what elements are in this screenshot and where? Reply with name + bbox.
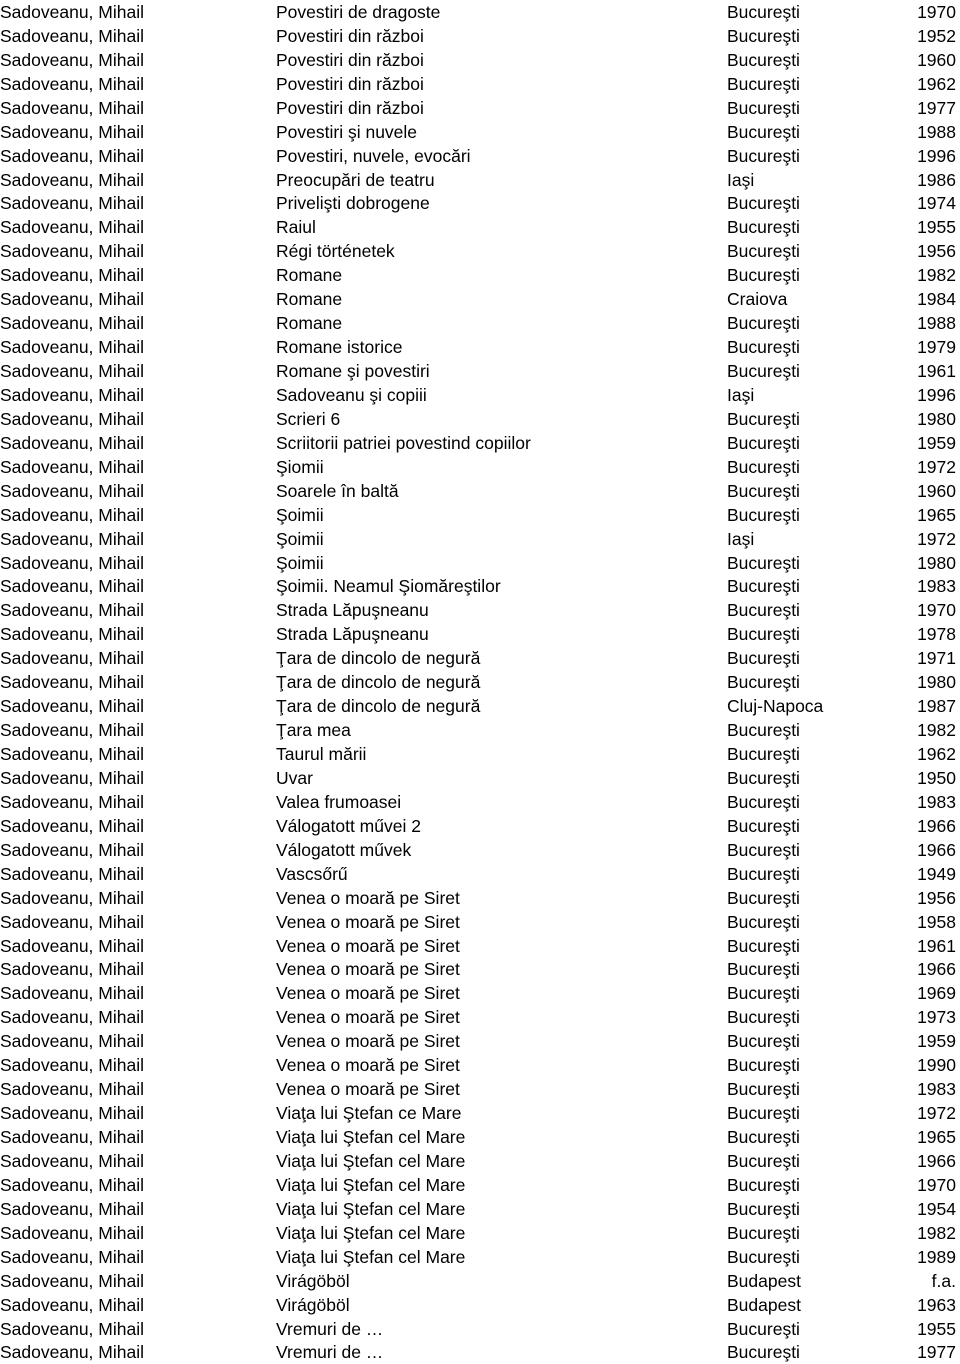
table-row [0, 1101, 960, 1125]
table-row [0, 910, 960, 934]
year-cell: 1955 [870, 1317, 960, 1341]
city-cell: Bucureşti [727, 598, 870, 622]
table-row [0, 694, 960, 718]
table-row [0, 144, 960, 168]
city-cell: Bucureşti [727, 1125, 870, 1149]
title-cell: Venea o moară pe Siret [276, 934, 727, 958]
table-row [0, 1293, 960, 1317]
table-row [0, 1125, 960, 1149]
author-cell: Sadoveanu, Mihail [0, 335, 276, 359]
city-cell: Budapest [727, 1293, 870, 1317]
year-cell: 1955 [870, 215, 960, 239]
table-row [0, 192, 960, 216]
city-cell: Bucureşti [727, 862, 870, 886]
city-cell: Bucureşti [727, 96, 870, 120]
year-cell: 1960 [870, 48, 960, 72]
table-row [0, 742, 960, 766]
year-cell: 1961 [870, 359, 960, 383]
author-cell: Sadoveanu, Mihail [0, 862, 276, 886]
city-cell: Bucureşti [727, 1317, 870, 1341]
title-cell: Preocupări de teatru [276, 168, 727, 192]
city-cell: Bucureşti [727, 670, 870, 694]
table-row [0, 862, 960, 886]
table-row [0, 383, 960, 407]
author-cell: Sadoveanu, Mihail [0, 24, 276, 48]
author-cell: Sadoveanu, Mihail [0, 0, 276, 24]
title-cell: Vremuri de … [276, 1317, 727, 1341]
table-row [0, 72, 960, 96]
author-cell: Sadoveanu, Mihail [0, 694, 276, 718]
year-cell: 1962 [870, 72, 960, 96]
author-cell: Sadoveanu, Mihail [0, 1029, 276, 1053]
table-row [0, 48, 960, 72]
city-cell: Bucureşti [727, 622, 870, 646]
year-cell: 1966 [870, 838, 960, 862]
title-cell: Raiul [276, 215, 727, 239]
city-cell: Bucureşti [727, 1173, 870, 1197]
year-cell: 1974 [870, 192, 960, 216]
year-cell: 1989 [870, 1245, 960, 1269]
city-cell: Bucureşti [727, 1149, 870, 1173]
table-row [0, 1221, 960, 1245]
city-cell: Bucureşti [727, 934, 870, 958]
title-cell: Povestiri, nuvele, evocări [276, 144, 727, 168]
title-cell: Régi történetek [276, 239, 727, 263]
city-cell: Bucureşti [727, 838, 870, 862]
author-cell: Sadoveanu, Mihail [0, 48, 276, 72]
table-row [0, 718, 960, 742]
table-row [0, 1029, 960, 1053]
year-cell: 1984 [870, 287, 960, 311]
title-cell: Scriitorii patriei povestind copiilor [276, 431, 727, 455]
year-cell: 1966 [870, 814, 960, 838]
year-cell: 1958 [870, 910, 960, 934]
title-cell: Viaţa lui Ştefan ce Mare [276, 1101, 727, 1125]
table-row [0, 215, 960, 239]
city-cell: Bucureşti [727, 1341, 870, 1364]
title-cell: Venea o moară pe Siret [276, 886, 727, 910]
title-cell: Povestiri din război [276, 24, 727, 48]
table-row [0, 1317, 960, 1341]
author-cell: Sadoveanu, Mihail [0, 910, 276, 934]
city-cell: Bucureşti [727, 431, 870, 455]
title-cell: Ţara mea [276, 718, 727, 742]
title-cell: Venea o moară pe Siret [276, 1077, 727, 1101]
title-cell: Uvar [276, 766, 727, 790]
table-row [0, 527, 960, 551]
table-row [0, 575, 960, 599]
title-cell: Povestiri şi nuvele [276, 120, 727, 144]
author-cell: Sadoveanu, Mihail [0, 1005, 276, 1029]
year-cell: 1972 [870, 527, 960, 551]
table-row [0, 958, 960, 982]
city-cell: Bucureşti [727, 1221, 870, 1245]
author-cell: Sadoveanu, Mihail [0, 1077, 276, 1101]
title-cell: Romane istorice [276, 335, 727, 359]
table-row [0, 1077, 960, 1101]
year-cell: f.a. [870, 1269, 960, 1293]
year-cell: 1965 [870, 1125, 960, 1149]
author-cell: Sadoveanu, Mihail [0, 263, 276, 287]
author-cell: Sadoveanu, Mihail [0, 72, 276, 96]
author-cell: Sadoveanu, Mihail [0, 287, 276, 311]
year-cell: 1990 [870, 1053, 960, 1077]
title-cell: Viaţa lui Ştefan cel Mare [276, 1197, 727, 1221]
title-cell: Viaţa lui Ştefan cel Mare [276, 1245, 727, 1269]
year-cell: 1986 [870, 168, 960, 192]
year-cell: 1988 [870, 311, 960, 335]
table-row [0, 239, 960, 263]
author-cell: Sadoveanu, Mihail [0, 503, 276, 527]
city-cell: Bucureşti [727, 503, 870, 527]
year-cell: 1959 [870, 431, 960, 455]
table-row [0, 766, 960, 790]
title-cell: Romane [276, 287, 727, 311]
title-cell: Viaţa lui Ştefan cel Mare [276, 1125, 727, 1149]
author-cell: Sadoveanu, Mihail [0, 527, 276, 551]
city-cell: Bucureşti [727, 72, 870, 96]
title-cell: Virágöböl [276, 1269, 727, 1293]
table-row [0, 1269, 960, 1293]
city-cell: Bucureşti [727, 886, 870, 910]
year-cell: 1970 [870, 1173, 960, 1197]
year-cell: 1959 [870, 1029, 960, 1053]
title-cell: Vremuri de … [276, 1341, 727, 1364]
table-row [0, 335, 960, 359]
table-row [0, 886, 960, 910]
author-cell: Sadoveanu, Mihail [0, 168, 276, 192]
table-row [0, 1053, 960, 1077]
year-cell: 1983 [870, 1077, 960, 1101]
year-cell: 1956 [870, 239, 960, 263]
table-row [0, 814, 960, 838]
author-cell: Sadoveanu, Mihail [0, 1221, 276, 1245]
year-cell: 1983 [870, 575, 960, 599]
table-row [0, 287, 960, 311]
year-cell: 1987 [870, 694, 960, 718]
author-cell: Sadoveanu, Mihail [0, 1293, 276, 1317]
city-cell: Bucureşti [727, 1005, 870, 1029]
title-cell: Strada Lăpuşneanu [276, 598, 727, 622]
author-cell: Sadoveanu, Mihail [0, 622, 276, 646]
table-row [0, 431, 960, 455]
city-cell: Bucureşti [727, 1245, 870, 1269]
title-cell: Viaţa lui Ştefan cel Mare [276, 1149, 727, 1173]
author-cell: Sadoveanu, Mihail [0, 407, 276, 431]
table-row [0, 455, 960, 479]
year-cell: 1979 [870, 335, 960, 359]
city-cell: Iaşi [727, 527, 870, 551]
author-cell: Sadoveanu, Mihail [0, 1101, 276, 1125]
title-cell: Válogatott művek [276, 838, 727, 862]
author-cell: Sadoveanu, Mihail [0, 455, 276, 479]
city-cell: Bucureşti [727, 263, 870, 287]
year-cell: 1996 [870, 144, 960, 168]
author-cell: Sadoveanu, Mihail [0, 886, 276, 910]
author-cell: Sadoveanu, Mihail [0, 814, 276, 838]
year-cell: 1966 [870, 1149, 960, 1173]
city-cell: Craiova [727, 287, 870, 311]
city-cell: Bucureşti [727, 215, 870, 239]
year-cell: 1966 [870, 958, 960, 982]
author-cell: Sadoveanu, Mihail [0, 239, 276, 263]
table-row [0, 1005, 960, 1029]
city-cell: Budapest [727, 1269, 870, 1293]
year-cell: 1972 [870, 1101, 960, 1125]
city-cell: Bucureşti [727, 192, 870, 216]
author-cell: Sadoveanu, Mihail [0, 598, 276, 622]
city-cell: Cluj-Napoca [727, 694, 870, 718]
author-cell: Sadoveanu, Mihail [0, 1053, 276, 1077]
title-cell: Povestiri din război [276, 48, 727, 72]
title-cell: Venea o moară pe Siret [276, 1029, 727, 1053]
table-row [0, 1341, 960, 1364]
title-cell: Romane [276, 311, 727, 335]
title-cell: Şoimii [276, 503, 727, 527]
table-row [0, 263, 960, 287]
title-cell: Şoimii. Neamul Şiomăreştilor [276, 575, 727, 599]
author-cell: Sadoveanu, Mihail [0, 838, 276, 862]
author-cell: Sadoveanu, Mihail [0, 1341, 276, 1364]
table-row [0, 24, 960, 48]
author-cell: Sadoveanu, Mihail [0, 1269, 276, 1293]
year-cell: 1980 [870, 670, 960, 694]
year-cell: 1982 [870, 263, 960, 287]
author-cell: Sadoveanu, Mihail [0, 1245, 276, 1269]
title-cell: Válogatott művei 2 [276, 814, 727, 838]
city-cell: Bucureşti [727, 958, 870, 982]
city-cell: Bucureşti [727, 646, 870, 670]
year-cell: 1972 [870, 455, 960, 479]
title-cell: Povestiri de dragoste [276, 0, 727, 24]
city-cell: Bucureşti [727, 1053, 870, 1077]
table-row [0, 120, 960, 144]
table-row [0, 1245, 960, 1269]
author-cell: Sadoveanu, Mihail [0, 646, 276, 670]
author-cell: Sadoveanu, Mihail [0, 96, 276, 120]
author-cell: Sadoveanu, Mihail [0, 670, 276, 694]
title-cell: Sadoveanu şi copiii [276, 383, 727, 407]
year-cell: 1965 [870, 503, 960, 527]
author-cell: Sadoveanu, Mihail [0, 1197, 276, 1221]
table-row [0, 359, 960, 383]
table-row [0, 646, 960, 670]
title-cell: Strada Lăpuşneanu [276, 622, 727, 646]
city-cell: Bucureşti [727, 718, 870, 742]
title-cell: Şiomii [276, 455, 727, 479]
title-cell: Venea o moară pe Siret [276, 1005, 727, 1029]
table-row [0, 1149, 960, 1173]
year-cell: 1977 [870, 96, 960, 120]
title-cell: Viaţa lui Ştefan cel Mare [276, 1173, 727, 1197]
title-cell: Virágöböl [276, 1293, 727, 1317]
title-cell: Venea o moară pe Siret [276, 1053, 727, 1077]
author-cell: Sadoveanu, Mihail [0, 766, 276, 790]
city-cell: Bucureşti [727, 981, 870, 1005]
city-cell: Bucureşti [727, 1101, 870, 1125]
year-cell: 1982 [870, 718, 960, 742]
title-cell: Viaţa lui Ştefan cel Mare [276, 1221, 727, 1245]
table-row [0, 622, 960, 646]
city-cell: Bucureşti [727, 48, 870, 72]
table-row [0, 96, 960, 120]
title-cell: Soarele în baltă [276, 479, 727, 503]
author-cell: Sadoveanu, Mihail [0, 1317, 276, 1341]
title-cell: Venea o moară pe Siret [276, 910, 727, 934]
city-cell: Bucureşti [727, 455, 870, 479]
year-cell: 1954 [870, 1197, 960, 1221]
author-cell: Sadoveanu, Mihail [0, 718, 276, 742]
author-cell: Sadoveanu, Mihail [0, 742, 276, 766]
city-cell: Bucureşti [727, 335, 870, 359]
author-cell: Sadoveanu, Mihail [0, 120, 276, 144]
title-cell: Ţara de dincolo de negură [276, 670, 727, 694]
city-cell: Bucureşti [727, 120, 870, 144]
author-cell: Sadoveanu, Mihail [0, 383, 276, 407]
city-cell: Bucureşti [727, 239, 870, 263]
author-cell: Sadoveanu, Mihail [0, 790, 276, 814]
city-cell: Bucureşti [727, 24, 870, 48]
year-cell: 1950 [870, 766, 960, 790]
table-row [0, 311, 960, 335]
year-cell: 1983 [870, 790, 960, 814]
year-cell: 1963 [870, 1293, 960, 1317]
title-cell: Povestiri din război [276, 72, 727, 96]
city-cell: Bucureşti [727, 575, 870, 599]
city-cell: Bucureşti [727, 359, 870, 383]
table-row [0, 168, 960, 192]
author-cell: Sadoveanu, Mihail [0, 311, 276, 335]
table-row [0, 479, 960, 503]
author-cell: Sadoveanu, Mihail [0, 479, 276, 503]
city-cell: Bucureşti [727, 1197, 870, 1221]
year-cell: 1962 [870, 742, 960, 766]
year-cell: 1988 [870, 120, 960, 144]
city-cell: Bucureşti [727, 790, 870, 814]
year-cell: 1980 [870, 551, 960, 575]
city-cell: Bucureşti [727, 311, 870, 335]
table-row [0, 407, 960, 431]
title-cell: Romane şi povestiri [276, 359, 727, 383]
title-cell: Şoimii [276, 551, 727, 575]
city-cell: Bucureşti [727, 814, 870, 838]
table-row [0, 790, 960, 814]
city-cell: Bucureşti [727, 0, 870, 24]
city-cell: Bucureşti [727, 910, 870, 934]
city-cell: Bucureşti [727, 407, 870, 431]
year-cell: 1970 [870, 598, 960, 622]
city-cell: Bucureşti [727, 479, 870, 503]
author-cell: Sadoveanu, Mihail [0, 144, 276, 168]
city-cell: Bucureşti [727, 1029, 870, 1053]
year-cell: 1961 [870, 934, 960, 958]
title-cell: Şoimii [276, 527, 727, 551]
author-cell: Sadoveanu, Mihail [0, 934, 276, 958]
title-cell: Valea frumoasei [276, 790, 727, 814]
title-cell: Ţara de dincolo de negură [276, 694, 727, 718]
title-cell: Privelişti dobrogene [276, 192, 727, 216]
table-row [0, 838, 960, 862]
title-cell: Vascsőrű [276, 862, 727, 886]
author-cell: Sadoveanu, Mihail [0, 359, 276, 383]
title-cell: Romane [276, 263, 727, 287]
year-cell: 1969 [870, 981, 960, 1005]
year-cell: 1982 [870, 1221, 960, 1245]
author-cell: Sadoveanu, Mihail [0, 981, 276, 1005]
city-cell: Iaşi [727, 168, 870, 192]
year-cell: 1952 [870, 24, 960, 48]
title-cell: Povestiri din război [276, 96, 727, 120]
table-row [0, 1173, 960, 1197]
table-row [0, 503, 960, 527]
table-row [0, 0, 960, 24]
title-cell: Scrieri 6 [276, 407, 727, 431]
year-cell: 1956 [870, 886, 960, 910]
year-cell: 1960 [870, 479, 960, 503]
year-cell: 1978 [870, 622, 960, 646]
author-cell: Sadoveanu, Mihail [0, 575, 276, 599]
city-cell: Iaşi [727, 383, 870, 407]
title-cell: Venea o moară pe Siret [276, 981, 727, 1005]
city-cell: Bucureşti [727, 766, 870, 790]
title-cell: Venea o moară pe Siret [276, 958, 727, 982]
author-cell: Sadoveanu, Mihail [0, 192, 276, 216]
year-cell: 1949 [870, 862, 960, 886]
year-cell: 1980 [870, 407, 960, 431]
table-row [0, 598, 960, 622]
author-cell: Sadoveanu, Mihail [0, 1125, 276, 1149]
author-cell: Sadoveanu, Mihail [0, 215, 276, 239]
table-row [0, 934, 960, 958]
table-row [0, 1197, 960, 1221]
author-cell: Sadoveanu, Mihail [0, 551, 276, 575]
table-row [0, 981, 960, 1005]
year-cell: 1970 [870, 0, 960, 24]
year-cell: 1996 [870, 383, 960, 407]
year-cell: 1973 [870, 1005, 960, 1029]
city-cell: Bucureşti [727, 1077, 870, 1101]
year-cell: 1971 [870, 646, 960, 670]
table-row [0, 670, 960, 694]
year-cell: 1977 [870, 1341, 960, 1364]
author-cell: Sadoveanu, Mihail [0, 958, 276, 982]
title-cell: Ţara de dincolo de negură [276, 646, 727, 670]
city-cell: Bucureşti [727, 551, 870, 575]
author-cell: Sadoveanu, Mihail [0, 1173, 276, 1197]
city-cell: Bucureşti [727, 144, 870, 168]
table-row [0, 551, 960, 575]
city-cell: Bucureşti [727, 742, 870, 766]
author-cell: Sadoveanu, Mihail [0, 431, 276, 455]
author-cell: Sadoveanu, Mihail [0, 1149, 276, 1173]
title-cell: Taurul mării [276, 742, 727, 766]
